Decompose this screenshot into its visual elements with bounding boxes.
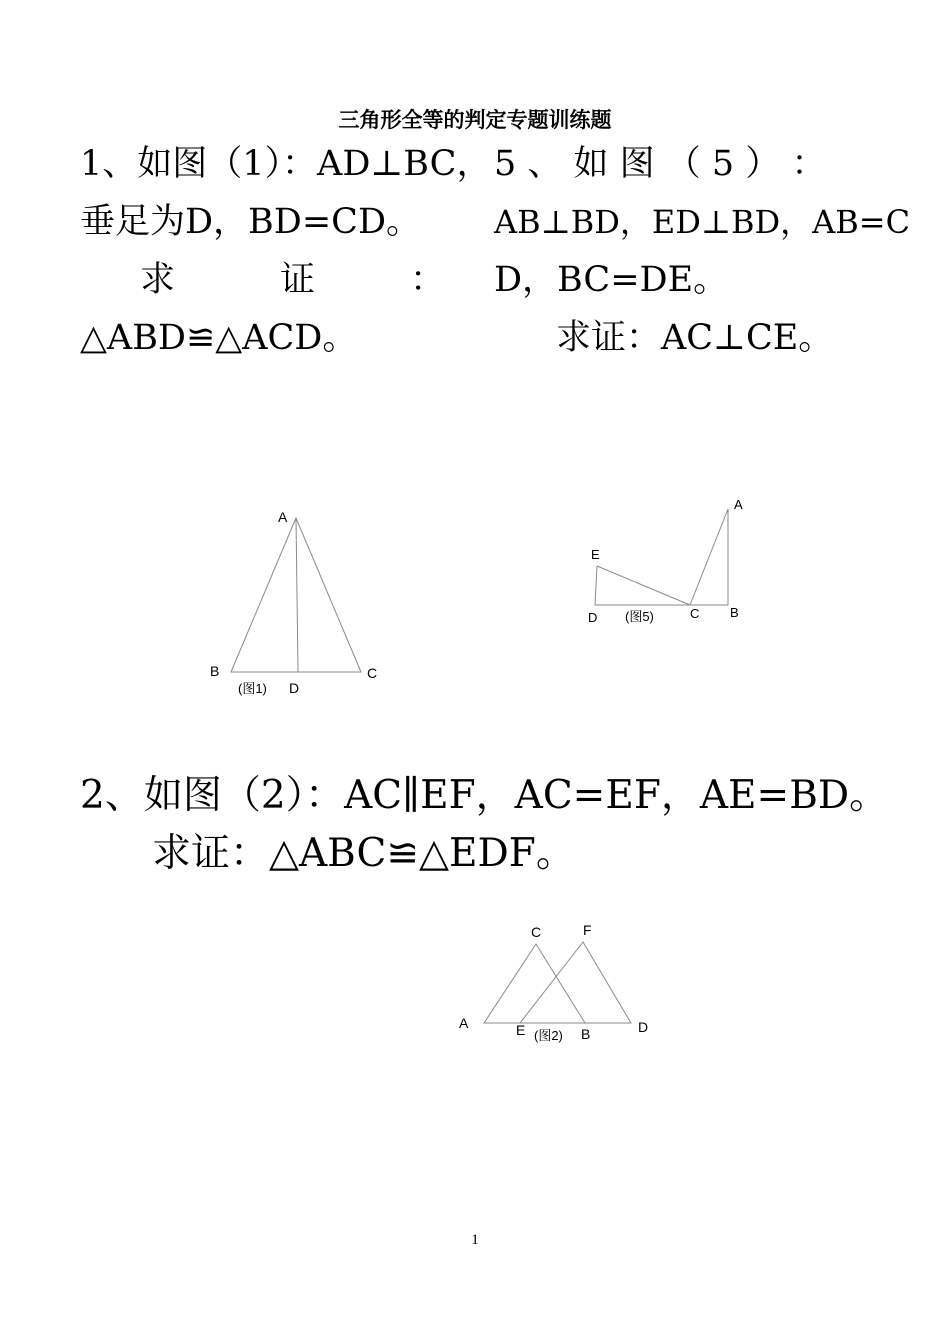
fig2-label-a: A <box>459 1015 469 1031</box>
fig5-caption: (图5) <box>625 609 654 624</box>
problem1-line2: 垂足为D，BD=CD。 <box>80 202 422 242</box>
fig1-label-d: D <box>289 680 300 696</box>
triangle-edf <box>520 942 631 1023</box>
triangle-abc-2 <box>484 944 585 1023</box>
fig5-label-d: D <box>588 610 598 625</box>
fig1-label-a: A <box>278 509 288 525</box>
problem1-prove-colon: ： <box>410 260 446 300</box>
fig2-label-f: F <box>583 922 592 938</box>
problem1-prove-label2: 证 <box>280 260 316 300</box>
problem1-line4: △ABD≌△ACD。 <box>80 318 358 358</box>
fig5-label-b: B <box>730 605 739 620</box>
fig2-label-b: B <box>581 1026 591 1042</box>
fig5-label-a: A <box>734 497 743 512</box>
fig1-caption: (图1) <box>238 681 267 696</box>
fig5-label-e: E <box>591 547 600 562</box>
fig2-caption: (图2) <box>534 1028 563 1043</box>
fig2-label-e: E <box>516 1022 526 1038</box>
problem1-line1: 1、如图（1）：AD⊥BC， <box>80 144 492 184</box>
fig5-label-c: C <box>690 606 700 621</box>
problem5-line3: D，BC=DE。 <box>494 260 729 300</box>
fig2-label-c: C <box>531 924 542 940</box>
fig1-label-c: C <box>367 665 378 681</box>
problem5-line4: 求证：AC⊥CE。 <box>556 318 834 358</box>
problem1-prove-label: 求 <box>140 260 176 300</box>
problem2-line2: 求证：△ABC≌△EDF。 <box>152 831 575 876</box>
page-number: 1 <box>471 1232 479 1248</box>
problem5-line2: AB⊥BD，ED⊥BD，AB=C <box>494 203 911 241</box>
page-title: 三角形全等的判定专题训练题 <box>338 108 612 132</box>
problem5-line1: 5 、 如 图 （ 5 ） ： <box>494 144 827 184</box>
fig2-label-d: D <box>638 1019 649 1035</box>
fig1-label-b: B <box>210 663 220 679</box>
problem2-line1: 2、如图（2）：AC∥EF，AC=EF，AE=BD。 <box>80 773 889 818</box>
